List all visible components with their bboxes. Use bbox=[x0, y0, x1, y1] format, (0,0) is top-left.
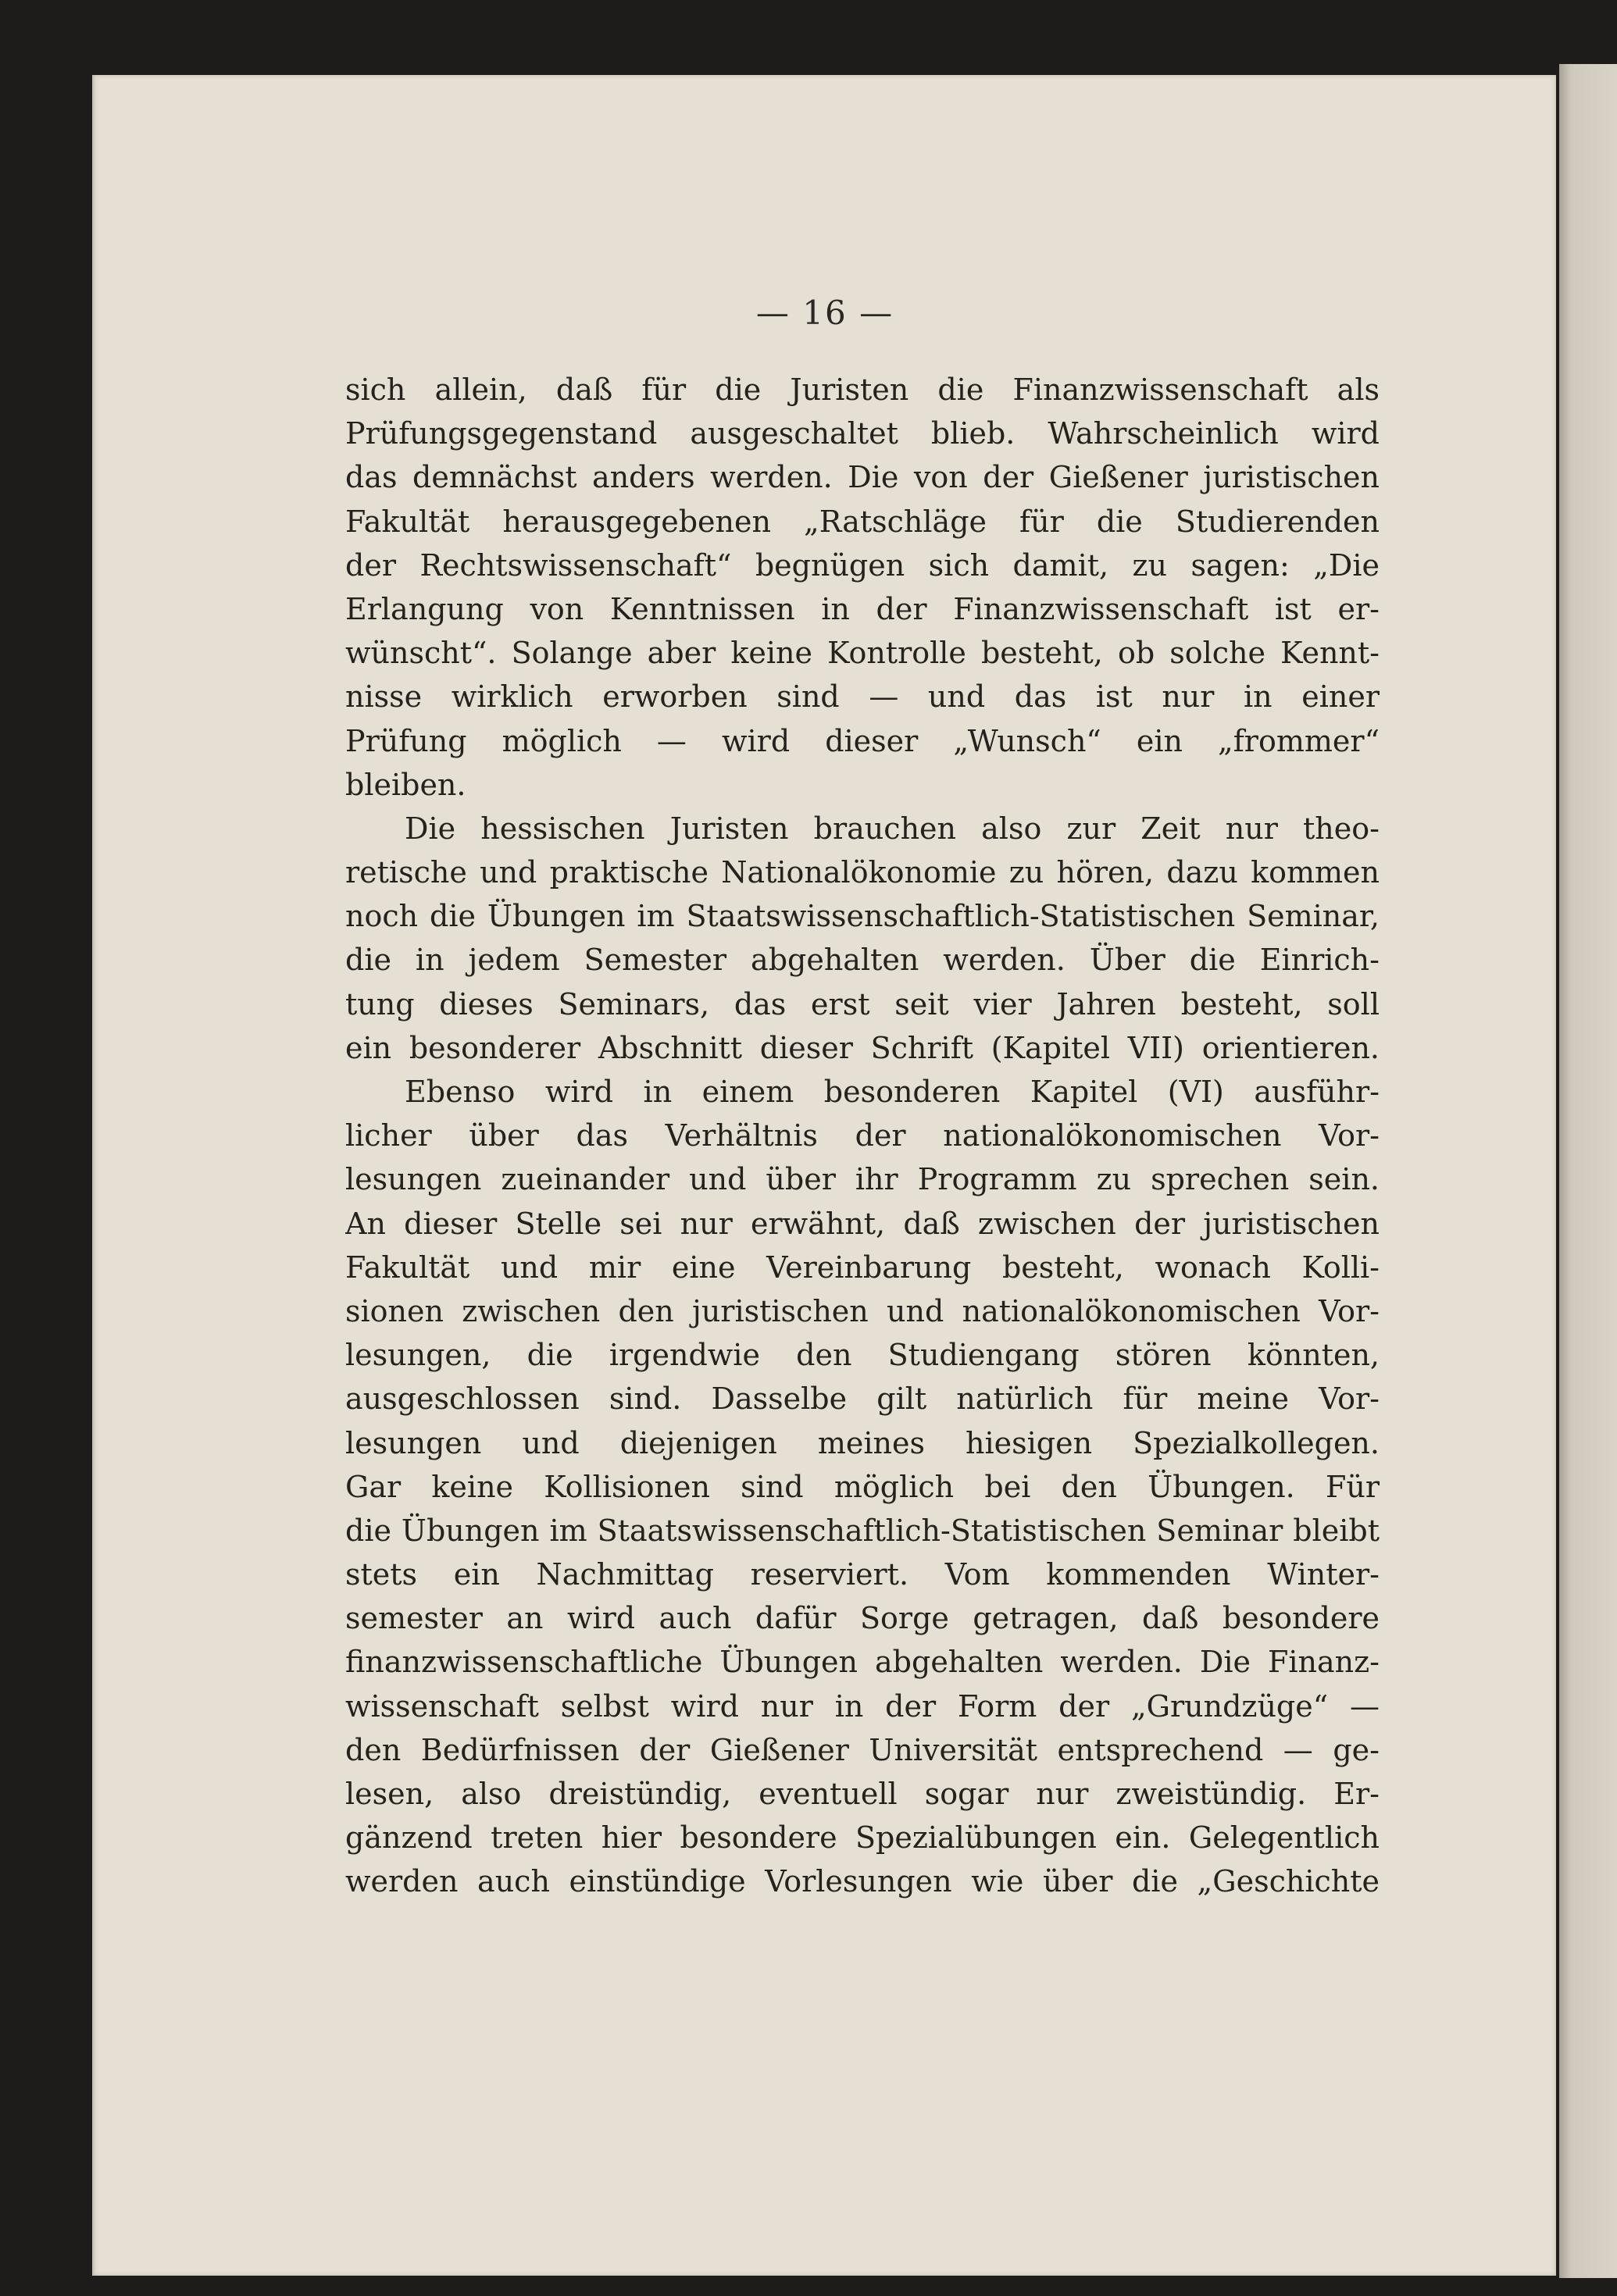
text-line: ausgeschlossen sind. Dasselbe gilt natürlich für meine Vor- bbox=[345, 1382, 1380, 1417]
body-text bbox=[345, 368, 1380, 1904]
text-line: lesungen, die irgendwie den Studiengang stören könnten, bbox=[345, 1338, 1380, 1373]
text-line: Erlangung von Kenntnissen in der Finanzwissenschaft ist er- bbox=[345, 591, 1380, 626]
book-page bbox=[92, 75, 1556, 2276]
text-line: Gar keine Kollisionen sind möglich bei den Übungen. Für bbox=[345, 1469, 1380, 1504]
text-line: lesungen und diejenigen meines hiesigen Spezialkollegen. bbox=[345, 1425, 1380, 1460]
text-line: Fakultät herausgegebenen „Ratschläge für die Studierenden bbox=[345, 504, 1380, 539]
text-line: das demnächst anders werden. Die von der Gießener juristischen bbox=[345, 460, 1380, 495]
text-line: noch die Übungen im Staatswissenschaftlich-Statistischen Seminar, bbox=[345, 899, 1380, 934]
text-line: Die hessischen Juristen brauchen also zur Zeit nur theo- bbox=[405, 811, 1380, 846]
text-line: sich allein, daß für die Juristen die Finanzwissenschaft als bbox=[345, 373, 1380, 407]
text-line: tung dieses Seminars, das erst seit vier Jahren besteht, soll bbox=[345, 986, 1380, 1021]
text-line: An dieser Stelle sei nur erwähnt, daß zwischen der juristischen bbox=[345, 1206, 1380, 1241]
text-line: sionen zwischen den juristischen und nationalökonomischen Vor- bbox=[345, 1293, 1380, 1328]
text-line: Ebenso wird in einem besonderen Kapitel (VI) ausführ- bbox=[405, 1075, 1380, 1109]
text-line: Prüfungsgegenstand ausgeschaltet blieb. Wahrscheinlich wird bbox=[345, 416, 1380, 451]
text-line: werden auch einstündige Vorlesungen wie über die „Geschichte bbox=[345, 1864, 1380, 1899]
text-line: bleiben. bbox=[345, 767, 466, 802]
text-line: gänzend treten hier besondere Spezialübungen ein. Gelegentlich bbox=[345, 1820, 1380, 1856]
adjacent-page-edge bbox=[1559, 64, 1617, 2278]
text-line: licher über das Verhältnis der nationalökonomischen Vor- bbox=[345, 1118, 1380, 1153]
text-line: retische und praktische Nationalökonomie zu hören, dazu kommen bbox=[345, 855, 1380, 890]
text-line: lesen, also dreistündig, eventuell sogar nur zweistündig. Er- bbox=[345, 1777, 1380, 1811]
text-line: wissenschaft selbst wird nur in der Form der „Grundzüge“ — bbox=[345, 1688, 1380, 1724]
text-line: die Übungen im Staatswissenschaftlich-Statistischen Seminar bleibt bbox=[345, 1513, 1380, 1548]
text-line: nisse wirklich erworben sind — und das ist nur in einer bbox=[345, 679, 1380, 715]
text-line: lesungen zueinander und über ihr Programm zu sprechen sein. bbox=[345, 1162, 1380, 1197]
text-line: der Rechtswissenschaft“ begnügen sich damit, zu sagen: „Die bbox=[345, 547, 1380, 583]
text-line: wünscht“. Solange aber keine Kontrolle besteht, ob solche Kennt- bbox=[345, 636, 1380, 671]
text-line: finanzwissenschaftliche Übungen abgehalten werden. Die Finanz- bbox=[345, 1645, 1380, 1680]
text-line: den Bedürfnissen der Gießener Universität entsprechend — ge- bbox=[345, 1732, 1380, 1767]
text-line: die in jedem Semester abgehalten werden. Über die Einrich- bbox=[345, 943, 1380, 978]
text-line: stets ein Nachmittag reserviert. Vom kommenden Winter- bbox=[345, 1557, 1380, 1592]
text-line: Fakultät und mir eine Vereinbarung besteht, wonach Kolli- bbox=[345, 1250, 1380, 1285]
text-line: Prüfung möglich — wird dieser „Wunsch“ ein „frommer“ bbox=[345, 723, 1380, 758]
text-line: semester an wird auch dafür Sorge getragen, daß besondere bbox=[345, 1601, 1380, 1636]
page-number: — 16 — bbox=[755, 294, 894, 332]
text-line: ein besonderer Abschnitt dieser Schrift (Kapitel VII) orientieren. bbox=[345, 1030, 1380, 1065]
